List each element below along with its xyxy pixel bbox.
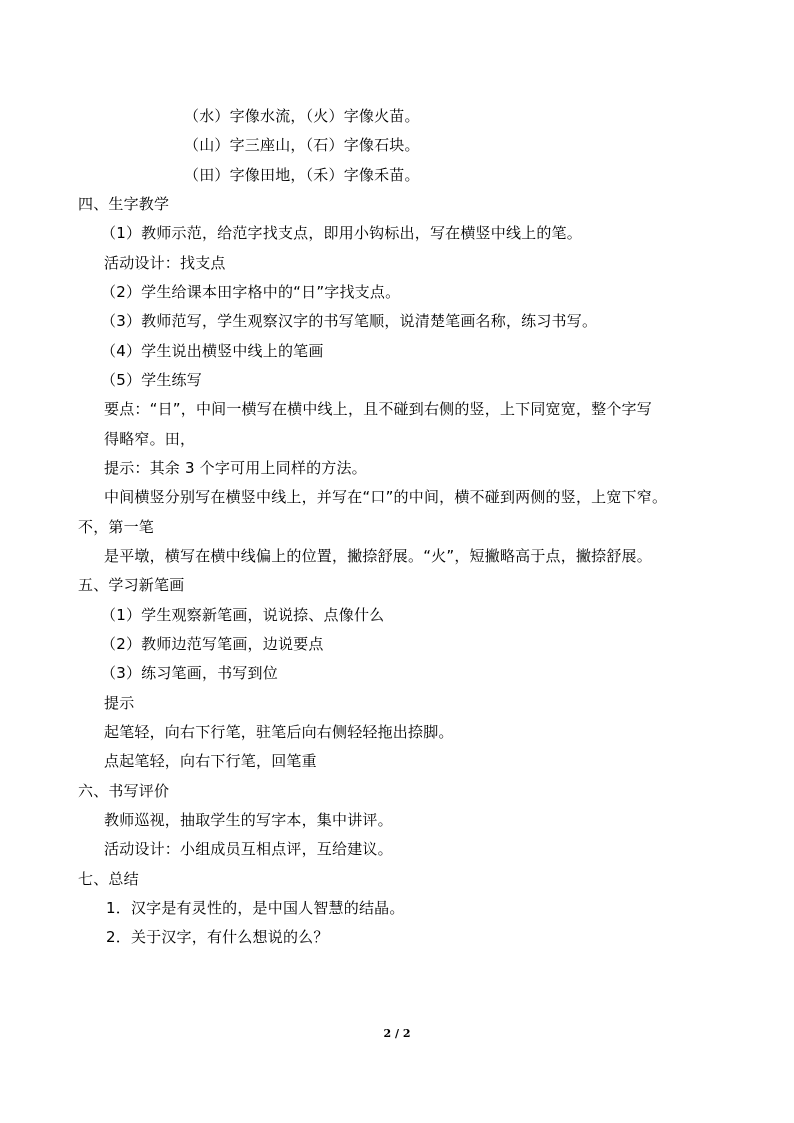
paragraph-line: （2）教师边范写笔画，边说要点 <box>101 635 324 653</box>
paragraph-line: 2．关于汉字，有什么想说的么？ <box>106 928 329 946</box>
paragraph-line: 中间横竖分别写在横竖中线上，并写在“口”的中间，横不碰到两侧的竖，上宽下窄。 <box>104 488 668 506</box>
section-heading-5: 五、学习新笔画 <box>78 576 185 594</box>
paragraph-line: （5）学生练写 <box>101 371 202 389</box>
paragraph-line: 提示 <box>104 694 135 712</box>
paragraph-line: 起笔轻，向右下行笔，驻笔后向右侧轻轻拖出捺脚。 <box>104 723 454 741</box>
paragraph-line: 教师巡视，抽取学生的写字本，集中讲评。 <box>104 811 393 829</box>
paragraph-line: （3）练习笔画，书写到位 <box>101 664 278 682</box>
paragraph-line: 活动设计：小组成员互相点评，互给建议。 <box>104 840 393 858</box>
paragraph-line: 要点：“日”，中间一横写在横中线上，且不碰到右侧的竖，上下同宽宽，整个字写 <box>104 400 652 418</box>
paragraph-line: 不，第一笔 <box>78 518 155 536</box>
paragraph-line: （3）教师范写，学生观察汉字的书写笔顺，说清楚笔画名称，练习书写。 <box>101 312 598 330</box>
verse-line-1: （水）字像水流，（火）字像火苗。 <box>184 107 420 125</box>
paragraph-line: 是平墩，横写在横中线偏上的位置，撇捺舒展。“火”，短撇略高于点，撇捺舒展。 <box>104 547 652 565</box>
paragraph-line: （1）学生观察新笔画，说说捺、点像什么 <box>101 606 385 624</box>
page-number: 2 / 2 <box>383 1027 411 1040</box>
paragraph-line: 点起笔轻，向右下行笔，回笔重 <box>104 752 317 770</box>
paragraph-line: （4）学生说出横竖中线上的笔画 <box>101 342 324 360</box>
section-heading-6: 六、书写评价 <box>78 782 170 800</box>
section-heading-4: 四、生字教学 <box>78 195 170 213</box>
verse-line-3: （田）字像田地，（禾）字像禾苗。 <box>184 166 420 184</box>
paragraph-line: （2）学生给课本田字格中的“日”字找支点。 <box>101 283 401 301</box>
verse-line-2: （山）字三座山，（石）字像石块。 <box>184 136 420 154</box>
paragraph-line: 得略窄。田， <box>104 430 196 448</box>
section-heading-7: 七、总结 <box>78 870 139 888</box>
paragraph-line: 1．汉字是有灵性的，是中国人智慧的结晶。 <box>106 899 405 917</box>
paragraph-line: 提示：其余 3 个字可用上同样的方法。 <box>104 459 367 477</box>
paragraph-line: （1）教师示范，给范字找支点，即用小钩标出，写在横竖中线上的笔。 <box>101 224 582 242</box>
paragraph-line: 活动设计：找支点 <box>104 254 226 272</box>
